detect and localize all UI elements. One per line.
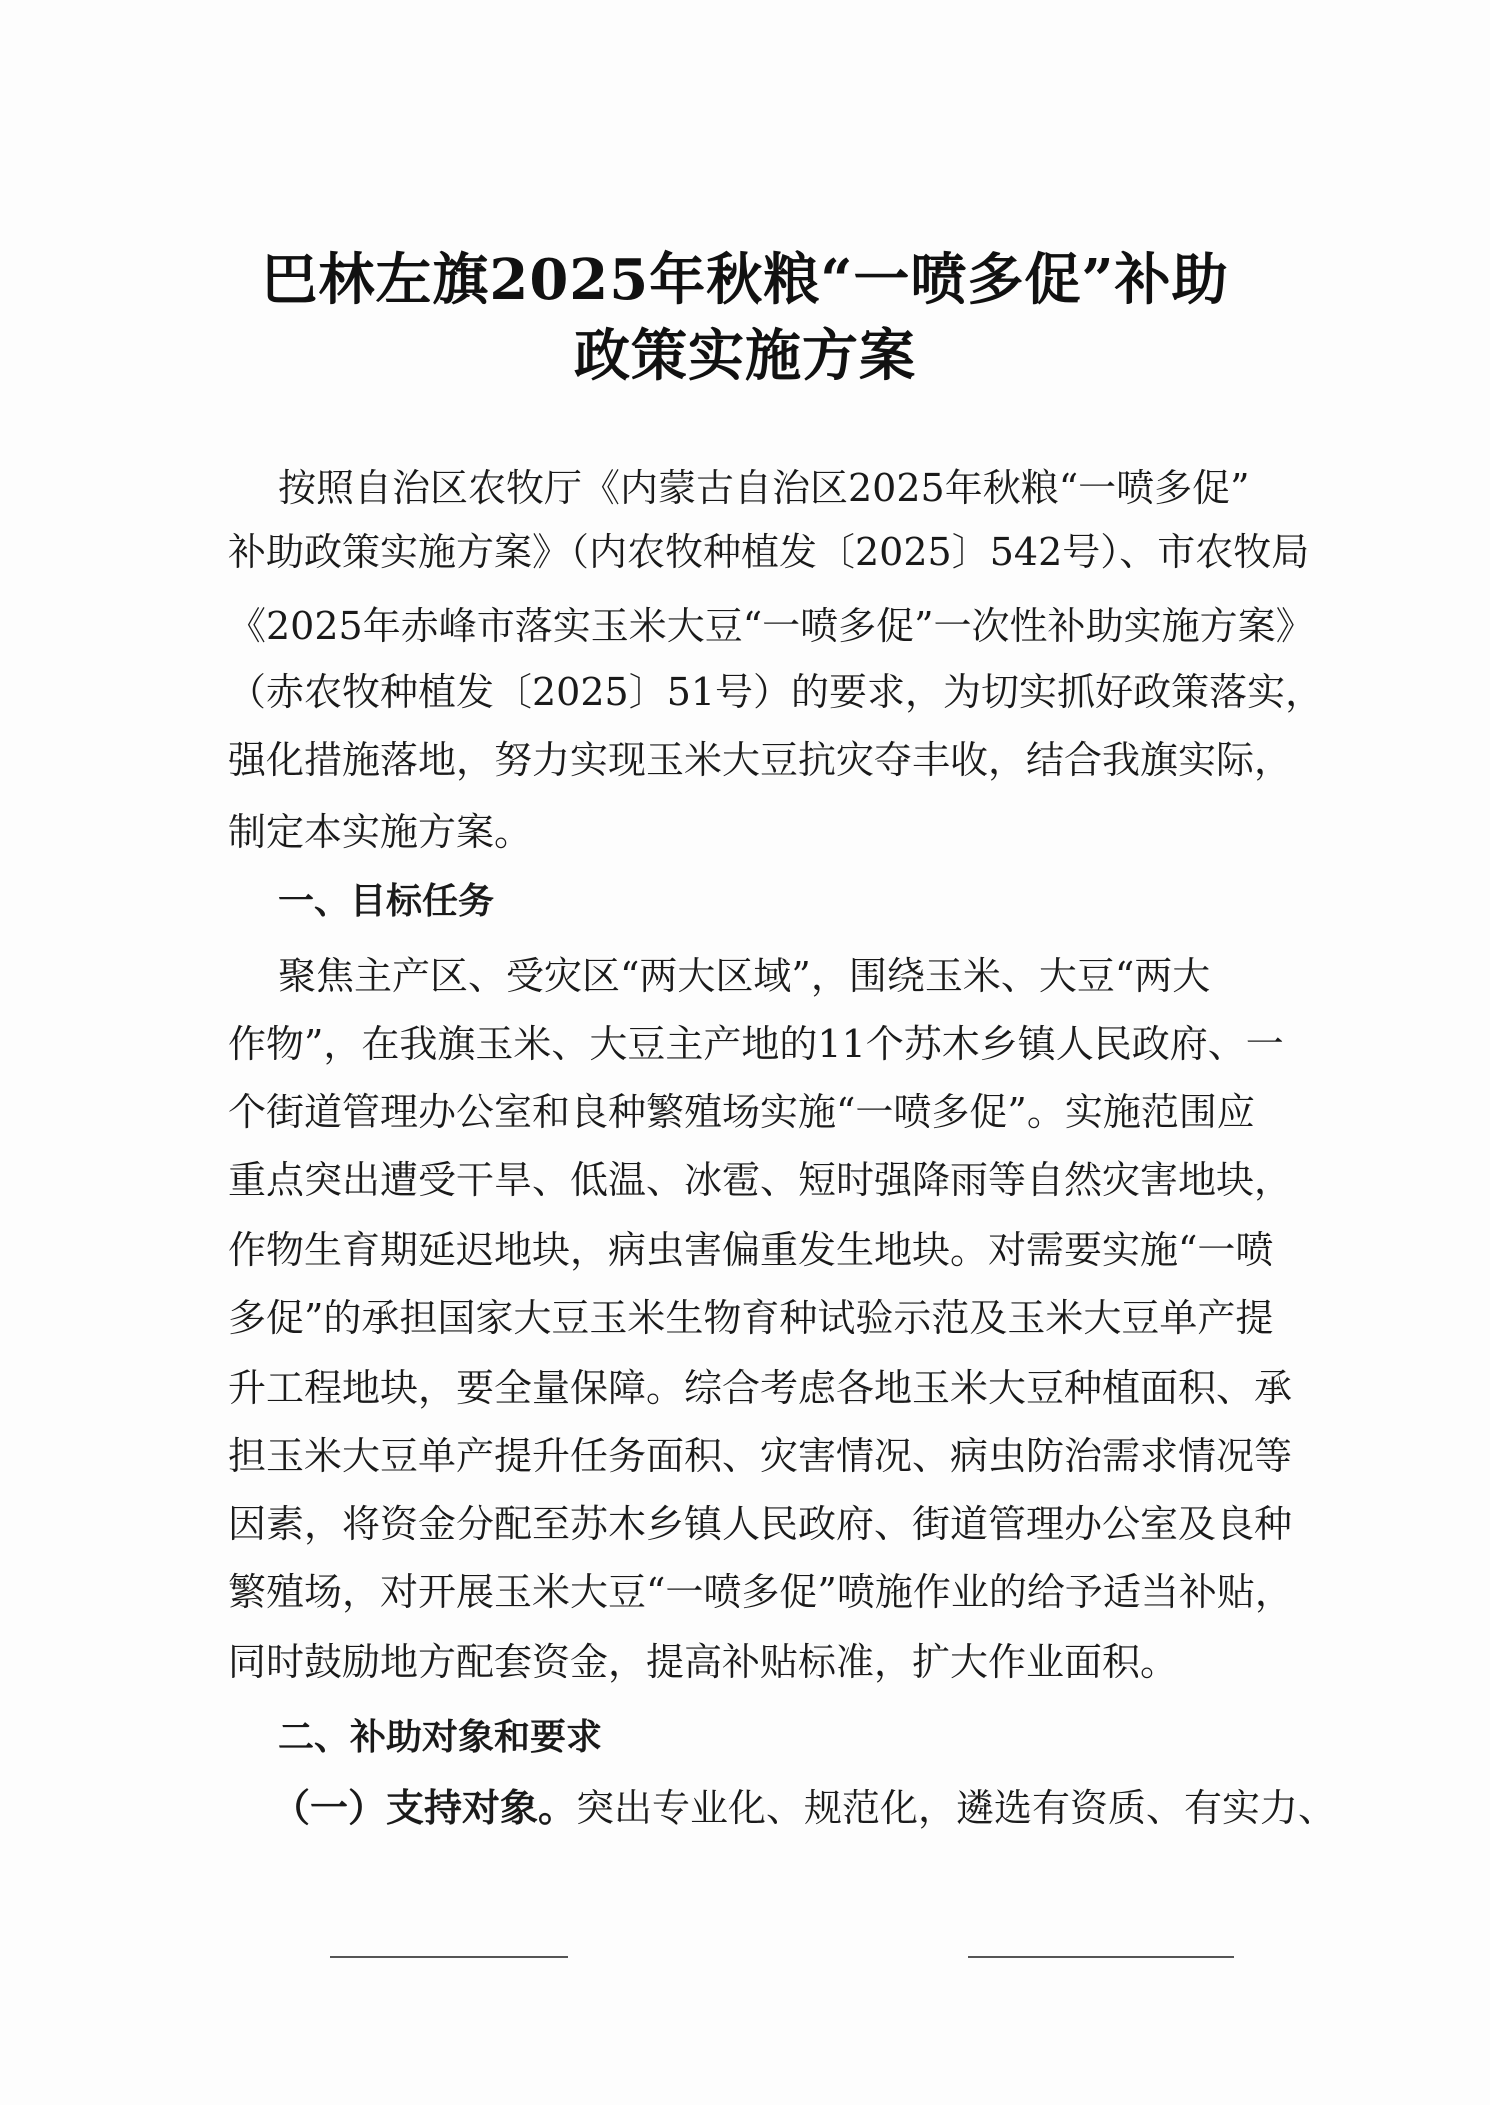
paragraph-2-line: 重点突出遭受干旱、低温、冰雹、短时强降雨等自然灾害地块， — [228, 1158, 1293, 1202]
paragraph-2-line: 聚焦主产区、受灾区“两大区域”，围绕玉米、大豆“两大 — [278, 954, 1211, 998]
paragraph-2-line: 同时鼓励地方配套资金，提高补贴标准，扩大作业面积。 — [228, 1640, 1179, 1684]
subsection-1-text: 突出专业化、规范化，遴选有资质、有实力、 — [576, 1786, 1337, 1830]
subsection-1-label: （一）支持对象。 — [272, 1785, 577, 1830]
paragraph-2-line: 多促”的承担国家大豆玉米生物育种试验示范及玉米大豆单产提 — [228, 1296, 1274, 1340]
paragraph-2-line: 作物”，在我旗玉米、大豆主产地的11个苏木乡镇人民政府、一 — [228, 1022, 1284, 1066]
footer-rule-right — [968, 1956, 1234, 1958]
paragraph-2-line: 个街道管理办公室和良种繁殖场实施“一喷多促”。实施范围应 — [228, 1090, 1255, 1134]
paragraph-2-line: 繁殖场，对开展玉米大豆“一喷多促”喷施作业的给予适当补贴， — [228, 1570, 1293, 1614]
paragraph-2-line: 担玉米大豆单产提升任务面积、灾害情况、病虫防治需求情况等 — [228, 1434, 1293, 1478]
footer-rule-left — [330, 1956, 568, 1958]
paragraph-1-line: 补助政策实施方案》（内农牧种植发〔2025〕542号）、市农牧局 — [228, 530, 1310, 574]
paragraph-1-line: （赤农牧种植发〔2025〕51号）的要求，为切实抓好政策落实， — [228, 670, 1324, 714]
paragraph-1-line: 强化措施落地，努力实现玉米大豆抗灾夺丰收，结合我旗实际， — [228, 738, 1293, 782]
document-title-line-2: 政策实施方案 — [574, 323, 916, 389]
paragraph-2-line: 作物生育期延迟地块，病虫害偏重发生地块。对需要实施“一喷 — [228, 1228, 1274, 1272]
subsection-1-line — [0, 1776, 1490, 1840]
document-title-line-1: 巴林左旗2025年秋粮“一喷多促”补助 — [261, 247, 1229, 313]
paragraph-1-line: 《2025年赤峰市落实玉米大豆“一喷多促”一次性补助实施方案》 — [228, 604, 1314, 648]
paragraph-2-line: 升工程地块，要全量保障。综合考虑各地玉米大豆种植面积、承 — [228, 1366, 1293, 1410]
paragraph-2-line: 因素，将资金分配至苏木乡镇人民政府、街道管理办公室及良种 — [228, 1502, 1293, 1546]
paragraph-1-line: 按照自治区农牧厅《内蒙古自治区2025年秋粮“一喷多促” — [278, 466, 1250, 510]
section-heading-2: 二、补助对象和要求 — [278, 1717, 603, 1758]
paragraph-1-line: 制定本实施方案。 — [228, 810, 533, 854]
section-heading-1: 一、目标任务 — [278, 881, 495, 922]
